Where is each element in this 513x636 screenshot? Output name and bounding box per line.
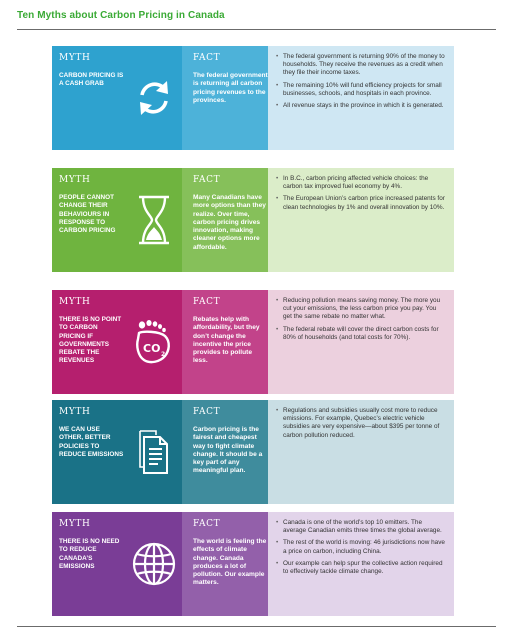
globe-icon bbox=[125, 512, 182, 616]
evidence-list bbox=[276, 519, 446, 576]
evidence-list bbox=[276, 53, 446, 110]
fact-panel bbox=[182, 46, 268, 150]
fact-label: FACT bbox=[193, 519, 221, 529]
hourglass-icon bbox=[125, 168, 182, 272]
fact-statement: Rebates help with affordability, but they don’t change the incentive the price provides to pollute less. bbox=[193, 316, 260, 365]
myth-panel bbox=[52, 168, 125, 272]
evidence-item: • The federal government is returning 90% of the money to households. They receive the revenues as a credit when they file their income taxes. bbox=[276, 53, 446, 78]
myth-row bbox=[52, 512, 454, 616]
fact-label: FACT bbox=[193, 297, 221, 307]
myth-label: MYTH bbox=[59, 407, 91, 417]
policy-document-icon bbox=[125, 400, 182, 504]
evidence-list bbox=[276, 297, 446, 342]
fact-panel bbox=[182, 400, 268, 504]
evidence-item: • Reducing pollution means saving money. The more you cut your emissions, the less carbon price you pay. You get the same rebate no matter what. bbox=[276, 297, 446, 322]
top-divider bbox=[17, 29, 496, 30]
fact-panel bbox=[182, 168, 268, 272]
evidence-item: • The remaining 10% will fund efficiency projects for small businesses, schools, and hospitals in each province. bbox=[276, 82, 446, 98]
evidence-item: • The federal rebate will cover the direct carbon costs for 80% of households (and total costs for 70%). bbox=[276, 326, 446, 342]
myth-panel bbox=[52, 290, 125, 394]
evidence-list bbox=[276, 407, 446, 440]
myth-statement: WE CAN USE OTHER, BETTER POLICIES TO REDUCE EMISSIONS bbox=[59, 426, 124, 458]
evidence-item: • Our example can help spur the collective action required to effectively tackle climate change. bbox=[276, 560, 446, 576]
fact-label: FACT bbox=[193, 53, 221, 63]
myth-statement: THERE IS NO POINT TO CARBON PRICING IF GOVERNMENTS REBATE THE REVENUES bbox=[59, 316, 122, 365]
fact-statement: The world is feeling the effects of climate change. Canada produces a lot of pollution. Our example matters. bbox=[193, 538, 267, 587]
myth-label: MYTH bbox=[59, 519, 91, 529]
myth-row bbox=[52, 168, 454, 272]
evidence-item: • The rest of the world is moving: 46 jurisdictions now have a price on carbon, including China. bbox=[276, 539, 446, 555]
svg-text:2: 2 bbox=[160, 351, 165, 358]
myth-panel bbox=[52, 512, 125, 616]
myth-panel bbox=[52, 46, 125, 150]
fact-panel bbox=[182, 290, 268, 394]
myth-statement: CARBON PRICING IS A CASH GRAB bbox=[59, 72, 124, 88]
myth-panel bbox=[52, 400, 125, 504]
evidence-item: • All revenue stays in the province in which it is generated. bbox=[276, 102, 446, 110]
myth-row bbox=[52, 400, 454, 504]
evidence-panel bbox=[268, 512, 454, 616]
fact-statement: Many Canadians have more options than they realize. Over time, carbon pricing drives innovation, making cleaner options more affordable. bbox=[193, 194, 266, 251]
evidence-panel bbox=[268, 46, 454, 150]
fact-statement: The federal government is returning all carbon pricing revenues to the provinces. bbox=[193, 72, 268, 104]
evidence-item: • The European Union’s carbon price increased patents for clean technologies by 1% and overall innovation by 10%. bbox=[276, 195, 446, 211]
fact-label: FACT bbox=[193, 175, 221, 185]
evidence-panel bbox=[268, 400, 454, 504]
svg-text:CO: CO bbox=[142, 342, 160, 355]
myth-statement: PEOPLE CANNOT CHANGE THEIR BEHAVIOURS IN RESPONSE TO CARBON PRICING bbox=[59, 194, 116, 235]
evidence-list bbox=[276, 175, 446, 212]
myth-statement: THERE IS NO NEED TO REDUCE CANADA’S EMISSIONS bbox=[59, 538, 120, 570]
evidence-item: • In B.C., carbon pricing affected vehicle choices: the carbon tax improved fuel economy by 4%. bbox=[276, 175, 446, 191]
bottom-divider bbox=[17, 626, 496, 627]
myth-label: MYTH bbox=[59, 175, 91, 185]
recycle-arrows-icon bbox=[125, 46, 182, 150]
co2-footprint-icon bbox=[125, 290, 182, 394]
myth-label: MYTH bbox=[59, 53, 91, 63]
evidence-item: • Regulations and subsidies usually cost more to reduce emissions. For example, Quebec’s electric vehicle subsidies are very expensive—about $395 per tonne of carbon pollution reduced. bbox=[276, 407, 446, 440]
myth-row bbox=[52, 290, 454, 394]
evidence-item: • Canada is one of the world’s top 10 emitters. The average Canadian emits three times the global average. bbox=[276, 519, 446, 535]
page-title: Ten Myths about Carbon Pricing in Canada bbox=[17, 10, 225, 21]
fact-label: FACT bbox=[193, 407, 221, 417]
evidence-panel bbox=[268, 168, 454, 272]
fact-panel bbox=[182, 512, 268, 616]
evidence-panel bbox=[268, 290, 454, 394]
myth-row bbox=[52, 46, 454, 150]
fact-statement: Carbon pricing is the fairest and cheapest way to fight climate change. It should be a key part of any meaningful plan. bbox=[193, 426, 263, 475]
myth-label: MYTH bbox=[59, 297, 91, 307]
